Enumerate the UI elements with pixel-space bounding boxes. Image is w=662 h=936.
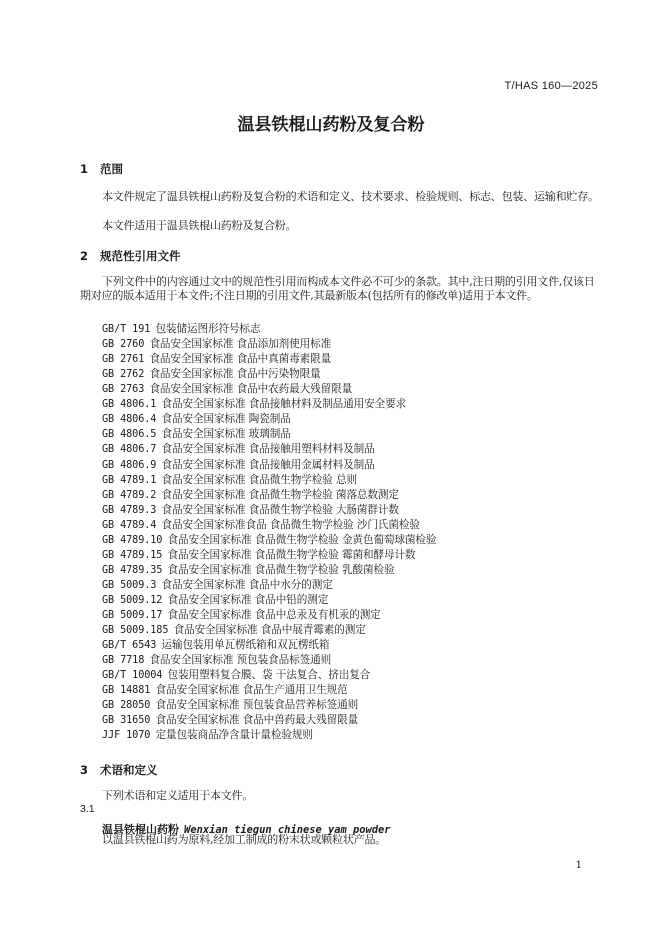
reference-title: 食品安全国家标准 玻璃制品 [161,428,291,441]
reference-item [102,337,331,352]
reference-item [102,608,381,623]
reference-item [102,638,329,653]
reference-title: 食品安全国家标准 食品微生物学检验 霉菌和酵母计数 [167,548,416,561]
reference-title: 包装储运图形符号标志 [155,323,261,335]
reference-item [102,397,406,412]
reference-code: GB 4806.5 [102,429,157,441]
normative-intro: 下列文件中的内容通过文中的规范性引用而构成本文件必不可少的条款。其中,注日期的引用文件,仅该日期对应的版本适用于本文件;不注日期的引用文件,其最新版本(包括所有的修改单)适用于本文件。 [80,275,595,302]
reference-code: GB 4789.3 [102,504,157,516]
page-number: 1 [575,860,582,871]
reference-title: 食品安全国家标准 食品中农药最大残留限量 [149,383,353,396]
reference-item [102,668,370,683]
reference-code: GB 5009.17 [102,610,163,621]
reference-code: GB 28050 [102,700,151,712]
reference-title: 食品安全国家标准 食品微生物学检验 菌落总数测定 [161,488,399,501]
reference-item [102,578,333,593]
reference-item [102,322,260,337]
reference-item [102,563,394,578]
reference-code: GB 4789.1 [102,474,157,486]
term-entry-number: 3.1 [80,803,95,815]
section-3-heading [80,762,158,778]
reference-code: GB 4789.35 [102,564,163,576]
reference-code: GB 4789.4 [102,519,157,531]
reference-title: 食品安全国家标准 食品中兽药最大残留限量 [155,714,359,727]
scope-paragraph-2: 本文件适用于温县铁棍山药粉及复合粉。 [102,219,297,232]
reference-code: GB 4806.7 [102,444,157,456]
reference-title: 食品安全国家标准 食品生产通用卫生规范 [155,684,348,697]
reference-title: 食品安全国家标准 食品中真菌毒素限量 [149,353,332,366]
reference-item [102,593,328,608]
reference-code: GB 2763 [102,384,145,396]
reference-title: 食品安全国家标准 食品接触用金属材料及制品 [161,458,375,471]
reference-item [102,473,357,488]
reference-code: JJF 1070 [102,730,151,742]
reference-code: GB 31650 [102,715,151,727]
reference-title: 食品安全国家标准 食品微生物学检验 金黄色葡萄球菌检验 [167,533,437,546]
reference-code: GB 4806.4 [102,414,157,426]
reference-item [102,533,436,548]
reference-code: GB 4789.2 [102,489,157,501]
reference-item [102,518,420,533]
reference-item [102,713,358,728]
section-1-title: 范围 [100,162,123,176]
reference-code: GB 4789.15 [102,549,163,561]
reference-code: GB 5009.12 [102,594,163,606]
reference-title: 定量包装商品净含量计量检验规则 [155,729,313,742]
reference-item [102,458,375,473]
reference-code: GB 5009.185 [102,625,169,636]
section-2-number: 2 [80,249,89,263]
term-english: Wenxian tiegun chinese yam powder [184,824,391,836]
reference-title: 食品安全国家标准 陶瓷制品 [161,413,291,426]
reference-item [102,352,331,367]
reference-code: GB/T 6543 [102,640,157,651]
reference-title: 食品安全国家标准 食品中铅的测定 [167,593,329,606]
reference-title: 食品安全国家标准食品 食品微生物学检验 沙门氏菌检验 [161,518,420,531]
reference-code: GB 2761 [102,354,145,366]
reference-title: 食品安全国家标准 食品微生物学检验 大肠菌群计数 [161,503,399,516]
reference-code: GB 4806.1 [102,399,157,411]
reference-code: GB/T 191 [102,324,151,335]
term-definition: 以温县铁棍山药为原料,经加工制成的粉末状或颗粒状产品。 [102,833,387,846]
reference-item [102,698,358,713]
reference-code: GB 4789.10 [102,534,163,546]
reference-title: 食品安全国家标准 食品接触材料及制品通用安全要求 [161,398,407,411]
reference-title: 食品安全国家标准 食品中水分的测定 [161,578,333,591]
reference-title: 包装用塑料复合膜、袋 干法复合、挤出复合 [167,669,371,682]
section-1-number: 1 [80,162,89,176]
reference-code: GB 4806.9 [102,459,157,471]
reference-item [102,382,352,397]
reference-item [102,488,399,503]
reference-title: 食品安全国家标准 食品接触用塑料材料及制品 [161,443,375,456]
reference-title: 食品安全国家标准 食品中总汞及有机汞的测定 [167,609,381,621]
term-chinese: 温县铁棍山药粉 [102,823,179,836]
reference-item [102,412,291,427]
reference-code: GB 2762 [102,369,145,381]
reference-title: 食品安全国家标准 食品添加剂使用标准 [149,338,332,351]
reference-item [102,683,348,698]
section-3-number: 3 [80,763,89,777]
section-2-heading [80,248,181,264]
scope-paragraph-1: 本文件规定了温县铁棍山药粉及复合粉的术语和定义、技术要求、检验规则、标志、包装、运输和贮存。 [102,190,599,203]
document-title: 温县铁棍山药粉及复合粉 [237,115,425,135]
reference-title: 食品安全国家标准 预包装食品标签通则 [149,654,332,667]
reference-title: 食品安全国家标准 食品中展青霉素的测定 [173,624,366,636]
reference-item [102,427,291,442]
reference-code: GB 7718 [102,655,145,667]
section-3-title: 术语和定义 [100,763,158,777]
reference-code: GB 14881 [102,685,151,697]
reference-title: 食品安全国家标准 食品微生物学检验 总则 [161,473,357,486]
reference-title: 运输包装用单瓦楞纸箱和双瓦楞纸箱 [161,639,330,651]
reference-code: GB/T 10004 [102,670,163,682]
reference-item [102,623,366,638]
reference-item [102,653,331,668]
reference-item [102,442,375,457]
reference-title: 食品安全国家标准 食品中污染物限量 [149,368,321,381]
reference-title: 食品安全国家标准 食品微生物学检验 乳酸菌检验 [167,563,395,576]
reference-item [102,367,321,382]
terms-intro: 下列术语和定义适用于本文件。 [102,789,254,802]
section-2-title: 规范性引用文件 [100,249,181,263]
reference-title: 食品安全国家标准 预包装食品营养标签通则 [155,699,359,712]
reference-item [102,548,415,563]
reference-code: GB 2760 [102,339,145,351]
reference-item [102,503,399,518]
document-code: T/HAS 160—2025 [504,80,598,92]
reference-code: GB 5009.3 [102,579,157,591]
section-1-heading [80,161,123,177]
reference-item [102,728,313,743]
